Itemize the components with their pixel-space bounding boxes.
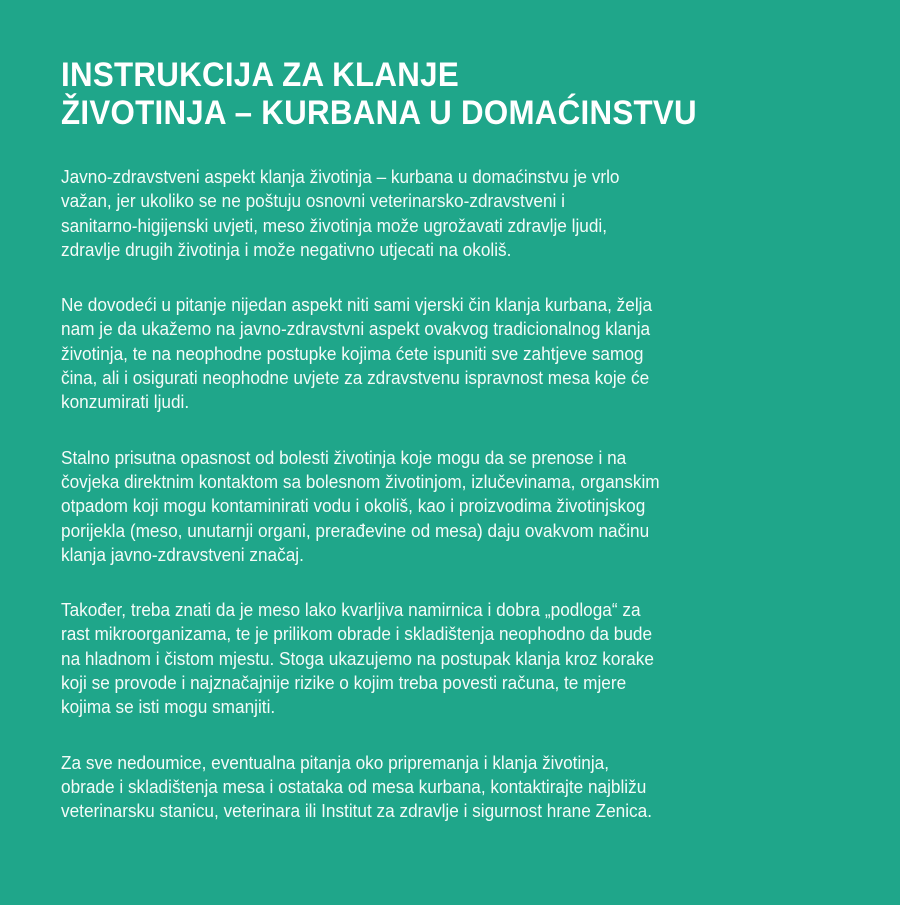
paragraph-meat-storage: Također, treba znati da je meso lako kvarljiva namirnica i dobra „podloga“ za rast mikroorganizama, te je prilikom obrade i skladištenja neophodno da bude na hladnom i čistom mjestu. Stoga ukazujemo na postupak klanja kroz korake koji se provode i najznačajnije rizike o kojim treba povesti računa, te mjere kojima se isti mogu smanjiti. xyxy=(61,599,654,718)
document-page xyxy=(61,56,861,855)
title-line-1: INSTRUKCIJA ZA KLANJE xyxy=(61,56,459,94)
document-title xyxy=(61,56,797,132)
title-line-2: ŽIVOTINJA – KURBANA U DOMAĆINSTVU xyxy=(61,94,697,132)
paragraph-contact: Za sve nedoumice, eventualna pitanja oko pripremanja i klanja životinja, obrade i skladištenja mesa i ostataka od mesa kurbana, kontaktirajte najbližu veterinarsku stanicu, veterinara ili Institut za zdravlje i sigurnost hrane Zenica. xyxy=(61,751,652,822)
document-body xyxy=(61,165,861,824)
paragraph-intro: Javno-zdravstveni aspekt klanja životinja – kurbana u domaćinstvu je vrlo važan, jer ukoliko se ne poštuju osnovni veterinarsko-zdravstveni i sanitarno-higijenski uvjeti, meso životinja može ugrožavati zdravlje ljudi, zdravlje drugih životinja i može negativno utjecati na okoliš. xyxy=(61,166,620,260)
paragraph-disease-risk: Stalno prisutna opasnost od bolesti životinja koje mogu da se prenose i na čovjeka direktnim kontaktom sa bolesnom životinjom, izlučevinama, organskim otpadom koji mogu kontaminirati vodu i okoliš, kao i proizvodima životinjskog porijekla (meso, unutarnji organi, prerađevine od mesa) daju ovakvom načinu klanja javno-zdravstveni značaj. xyxy=(61,446,660,565)
paragraph-religious-aspect: Ne dovodeći u pitanje nijedan aspekt niti sami vjerski čin klanja kurbana, želja nam je da ukažemo na javno-zdravstvni aspekt ovakvog tradicionalnog klanja životinja, te na neophodne postupke kojima ćete ispuniti sve zahtjeve samog čina, ali i osigurati neophodne uvjete za zdravstvenu ispravnost mesa koje će konzumirati ljudi. xyxy=(61,294,653,413)
